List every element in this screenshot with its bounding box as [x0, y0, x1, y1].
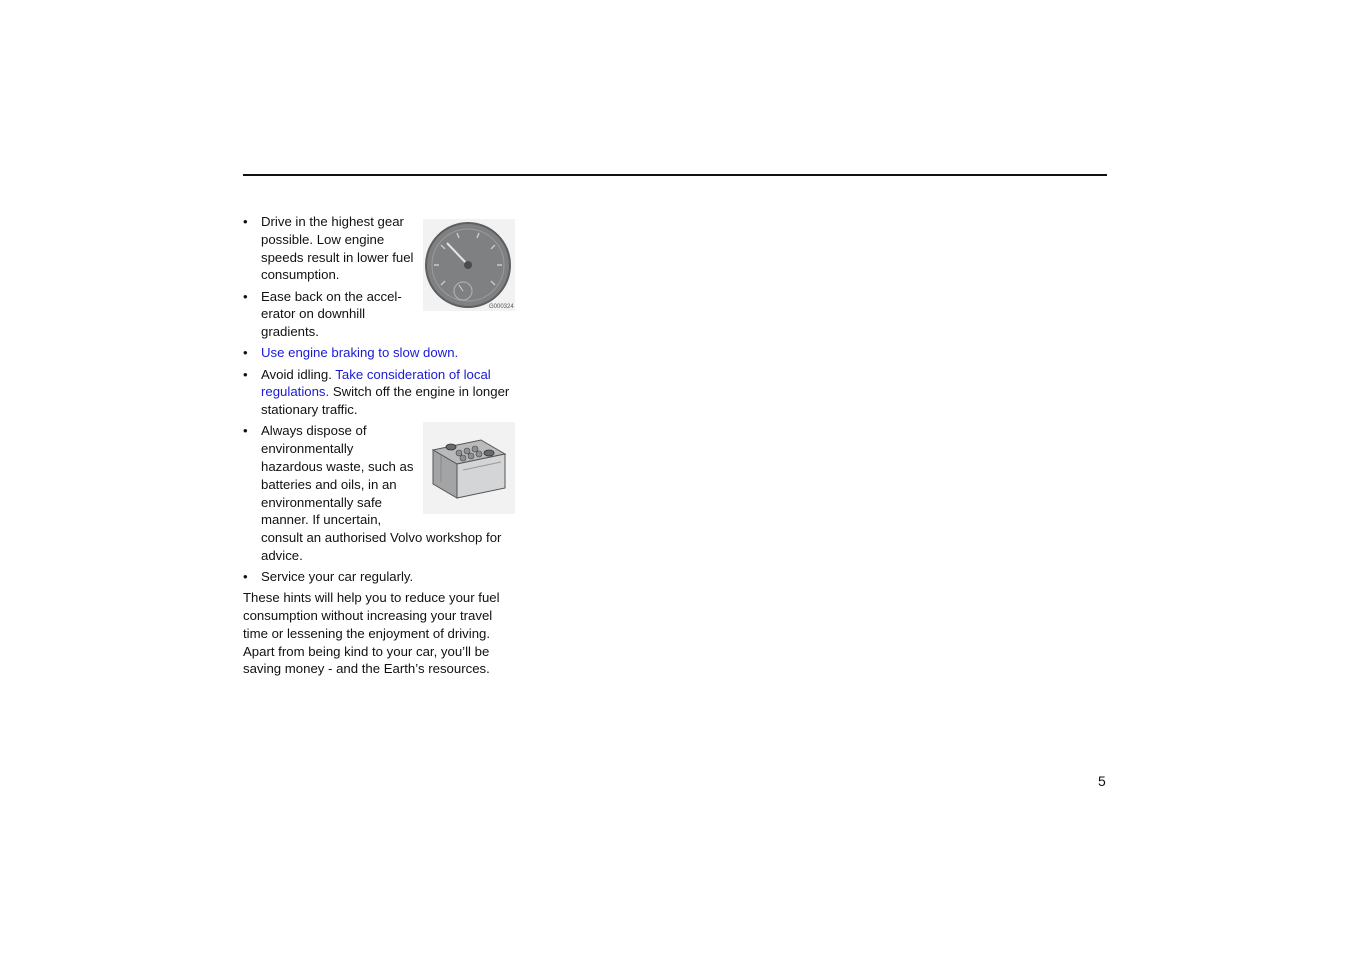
tips-column: [243, 213, 515, 678]
list-item: [243, 568, 515, 586]
bullet: •: [243, 288, 248, 304]
bullet: •: [243, 214, 248, 229]
figure-code: G000324: [489, 304, 514, 310]
tip-text-post: Switch off the engine in longer stationary traffic.: [261, 384, 510, 418]
list-item: [243, 422, 515, 564]
page-number: 5: [1098, 773, 1106, 789]
tip-link[interactable]: Use engine braking to slow down.: [261, 345, 459, 361]
header-rule: [243, 174, 1107, 176]
tip-text: Service your car regularly.: [261, 569, 414, 585]
list-item: [243, 344, 515, 362]
list-item: [243, 288, 515, 341]
tip-text: Always dispose of environmentally hazardous waste, such as batteries and oils, in an environmentally safe manner. If uncertain, consult an authorised Volvo workshop for advice.: [261, 423, 502, 563]
tip-text-pre: Avoid idling.: [261, 366, 336, 382]
bullet: •: [243, 366, 248, 382]
bullet: •: [243, 345, 248, 361]
tip-text: Ease back on the accel-erator on downhill gradients.: [261, 288, 402, 340]
bullet: •: [243, 569, 248, 585]
tip-text: Drive in the highest gear possible. Low engine speeds result in lower fuel consumption.: [261, 214, 414, 283]
battery-icon: [423, 422, 515, 514]
bullet: •: [243, 423, 248, 439]
tip-link[interactable]: Take consideration of local regulations.: [261, 366, 491, 400]
list-item: [243, 366, 515, 419]
closing-paragraph: These hints will help you to reduce your fuel consumption without increasing your travel time or lessening the enjoyment of driving. Apart from being kind to your car, you’ll be saving money - and the Earth’s resources.: [243, 590, 500, 677]
list-item: [243, 213, 515, 310]
